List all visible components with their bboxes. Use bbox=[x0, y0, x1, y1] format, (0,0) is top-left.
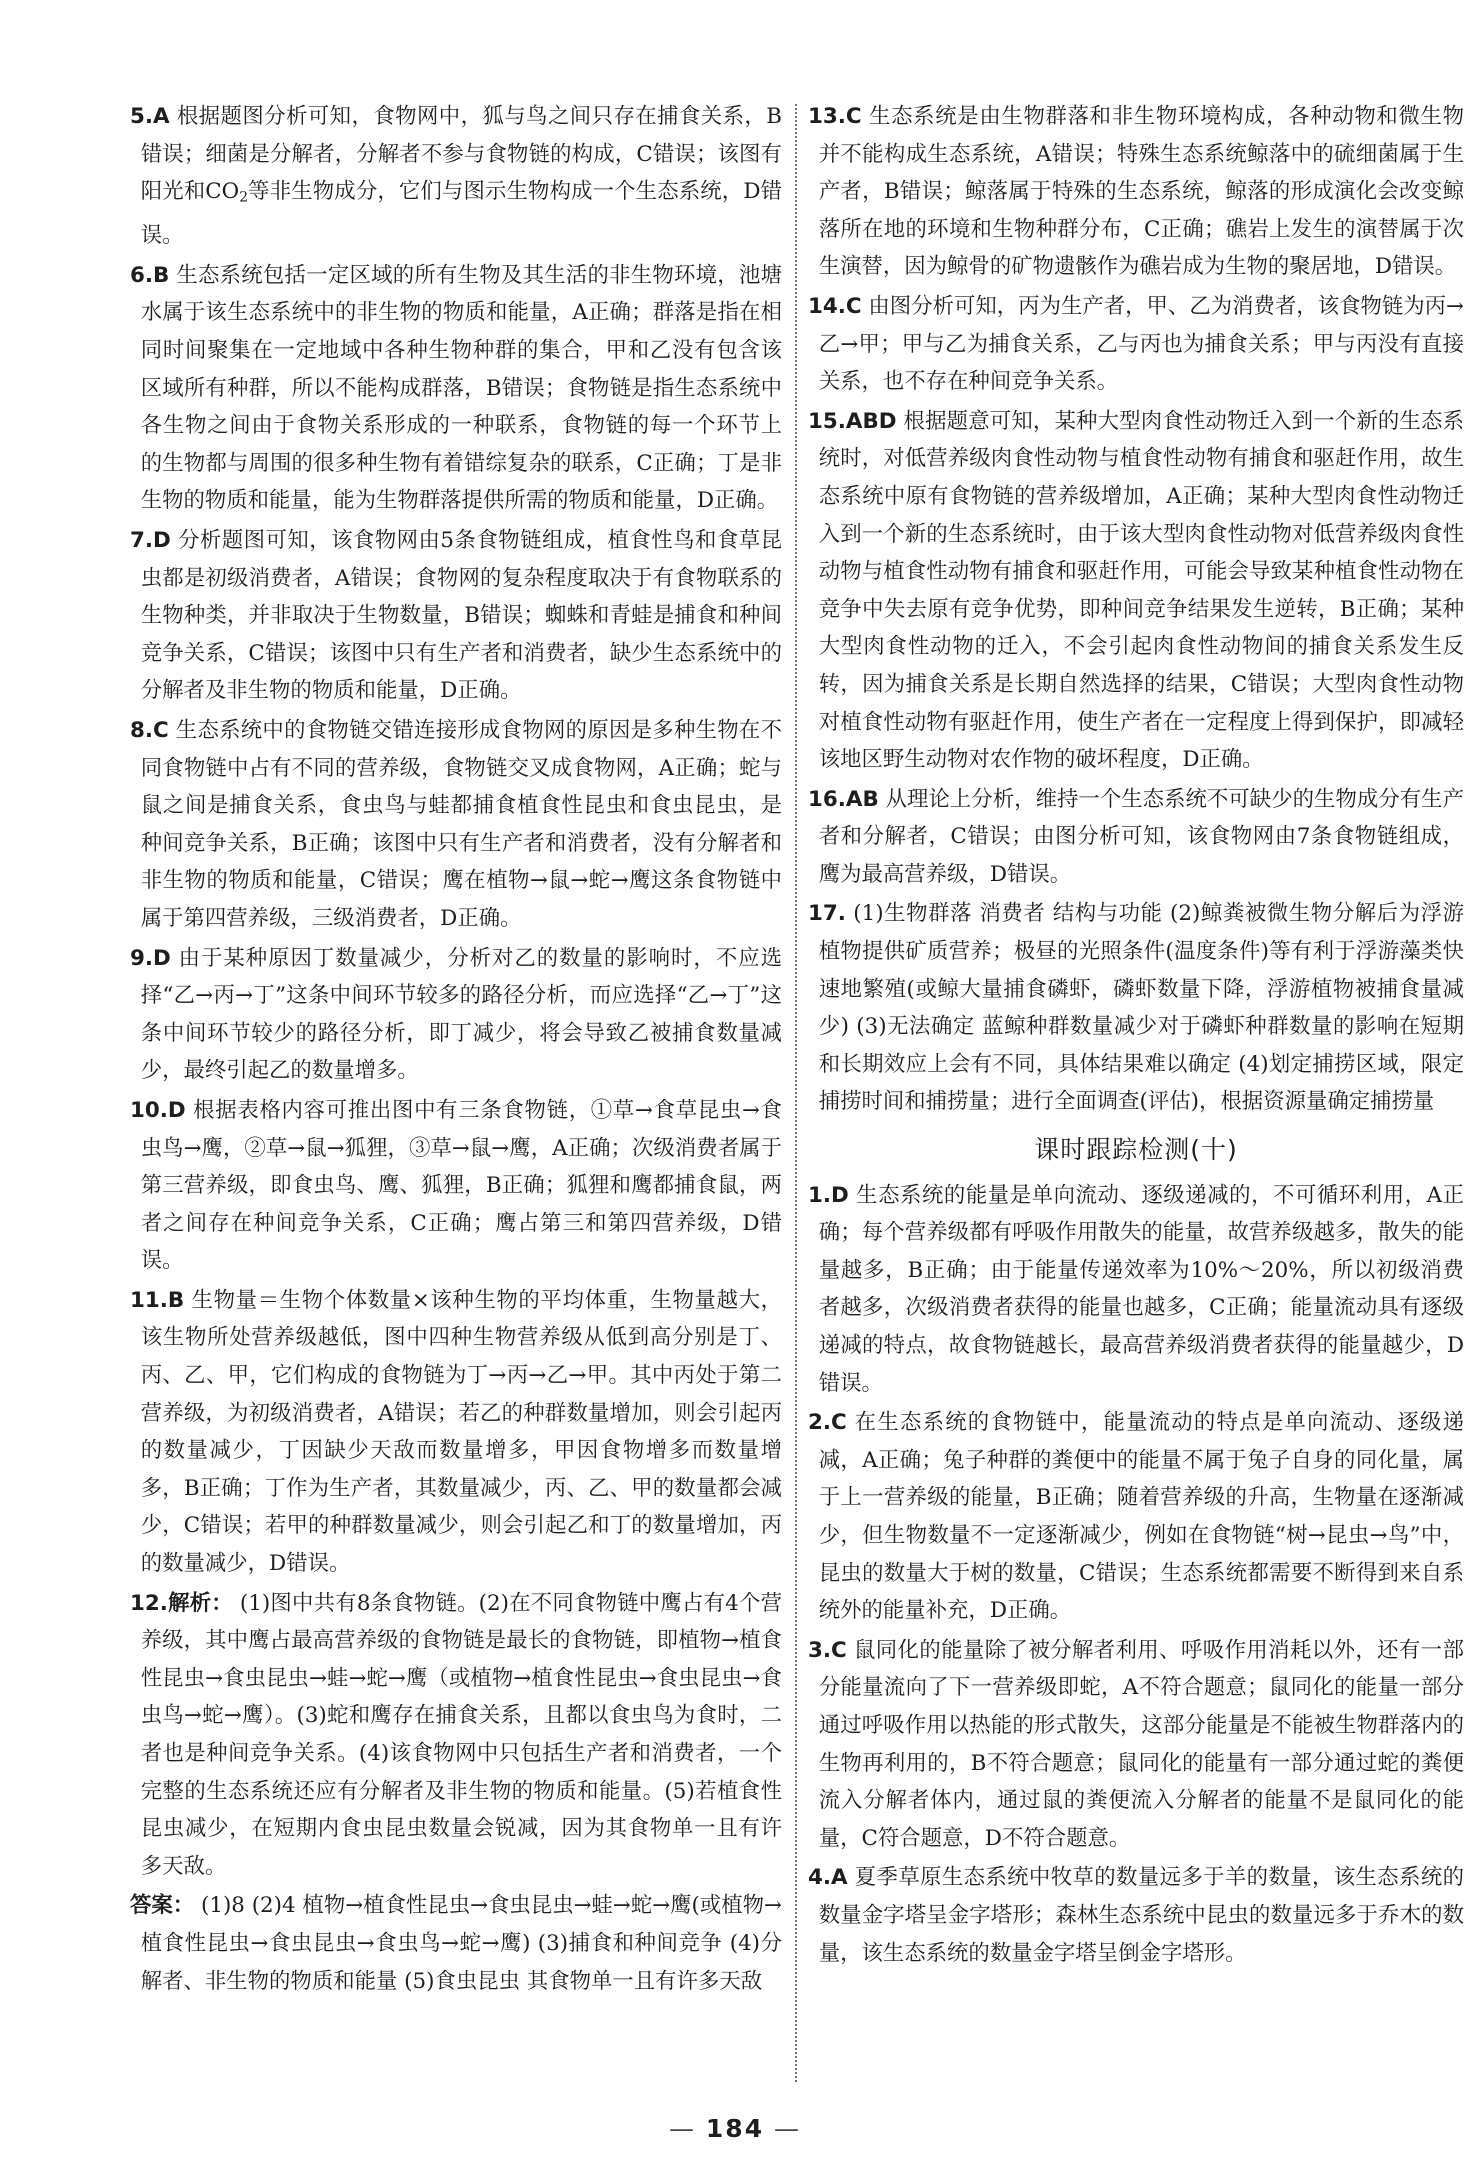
answer-item bbox=[130, 257, 782, 520]
answer-number: 9.D bbox=[130, 945, 171, 971]
answer-item bbox=[130, 940, 782, 1090]
answer-item bbox=[808, 98, 1464, 286]
page-number: 184 bbox=[705, 2114, 765, 2143]
answer-number: 13.C bbox=[808, 104, 862, 129]
answers-block-b bbox=[808, 1177, 1464, 1972]
answer-text-cont: 等非生物成分，它们与图示生物构成一个生态系统，D错误。 bbox=[140, 179, 783, 249]
answer-text: 生态系统的能量是单向流动、逐级递减的，不可循环利用，A正确；每个营养级都有呼吸作用散失的能量，故营养级越多，散失的能量越多，B正确；由于能量传递效率为10%～20%，所以初级消费者越多，次级消费者获得的能量也越多，C正确；能量流动具有逐级递减的特点，故食物链越长，最高营养级消费者获得的能量越少，D错误。 bbox=[818, 1182, 1464, 1396]
answer-text: 生物量＝生物个体数量×该种生物的平均体重，生物量越大，该生物所处营养级越低，图中四种生物营养级从低到高分别是丁、丙、乙、甲，它们构成的食物链为丁→丙→乙→甲。其中丙处于第二营养级，为初级消费者，A错误；若乙的种群数量增加，则会引起丙的数量减少，丁因缺少天敌而数量增多，甲因食物增多而数量增多，B正确；丁作为生产者，其数量减少，丙、乙、甲的数量都会减少，C错误；若甲的种群数量减少，则会引起乙和丁的数量增加，丙的数量减少，D错误。 bbox=[140, 1287, 782, 1577]
answer-number: 5.A bbox=[130, 104, 170, 129]
answer-item bbox=[130, 1282, 782, 1583]
answer-item bbox=[130, 522, 782, 710]
answer-item bbox=[130, 712, 782, 938]
answer-text: 根据题意可知，某种大型肉食性动物迁入到一个新的生态系统时，对低营养级肉食性动物与植食性动物有捕食和驱赶作用，故生态系统中原有食物链的营养级增加，A正确；某种大型肉食性动物迁入到一个新的生态系统时，由于该大型肉食性动物对低营养级肉食性动物与植食性动物有捕食和驱赶作用，可能会导致某种植食性动物在竞争中失去原有竞争优势，即种间竞争结果发生逆转，B正确；某种大型肉食性动物的迁入，不会引起肉食性动物间的捕食关系发生反转，因为捕食关系是长期自然选择的结果，C错误；大型肉食性动物对植食性动物有驱赶作用，使生产者在一定程度上得到保护，即减轻该地区野生动物对农作物的破坏程度，D正确。 bbox=[818, 408, 1464, 773]
answer-number: 11.B bbox=[130, 1287, 185, 1313]
answer-item bbox=[808, 1177, 1464, 1403]
answer-item bbox=[808, 288, 1464, 401]
answer-number: 17. bbox=[808, 901, 846, 927]
answer-number: 12.解析： bbox=[130, 1590, 233, 1616]
answer-text: 生态系统中的食物链交错连接形成食物网的原因是多种生物在不同食物链中占有不同的营养级，食物链交叉成食物网，A正确；蛇与鼠之间是捕食关系，食虫鸟与蛙都捕食植食性昆虫和食虫昆虫，是种间竞争关系，B正确；该图中只有生产者和消费者，没有分解者和非生物的物质和能量，C错误；鹰在植物→鼠→蛇→鹰这条食物链中属于第四营养级，三级消费者，D正确。 bbox=[140, 717, 782, 931]
answer-text: 由于某种原因丁数量减少，分析对乙的数量的影响时，不应选择“乙→丙→丁”这条中间环节较多的路径分析，而应选择“乙→丁”这条中间环节较少的路径分析，即丁减少，将会导致乙被捕食数量减少，最终引起乙的数量增多。 bbox=[140, 945, 782, 1084]
answer-number: 3.C bbox=[808, 1637, 847, 1663]
page-footer bbox=[0, 2114, 1470, 2143]
answer-number: 4.A bbox=[808, 1865, 848, 1891]
answer-item bbox=[130, 1585, 782, 1886]
answer-item bbox=[130, 1092, 782, 1280]
answer-text: 在生态系统的食物链中，能量流动的特点是单向流动、逐级递减，A正确；兔子种群的粪便中的能量不属于兔子自身的同化量，属于上一营养级的能量，B正确；随着营养级的升高，生物量在逐渐减少，但生物数量不一定逐渐减少，例如在食物链“树→昆虫→鸟”中，昆虫的数量大于树的数量，C错误；生态系统都需要不断得到来自系统外的能量补充，D正确。 bbox=[818, 1410, 1464, 1624]
answer-number: 答案： bbox=[130, 1893, 195, 1919]
answer-text: 夏季草原生态系统中牧草的数量远多于羊的数量，该生态系统的数量金字塔呈金字塔形；森林生态系统中昆虫的数量远多于乔木的数量，该生态系统的数量金字塔呈倒金字塔形。 bbox=[818, 1865, 1464, 1966]
answer-text: 分析题图可知，该食物网由5条食物链组成，植食性鸟和食草昆虫都是初级消费者，A错误；食物网的复杂程度取决于有食物联系的生物种类，并非取决于生物数量，B错误；蜘蛛和青蛙是捕食和种间竞争关系，C错误；该图中只有生产者和消费者，缺少生态系统中的分解者及非生物的物质和能量，D正确。 bbox=[140, 528, 782, 704]
right-column bbox=[808, 98, 1464, 1974]
answer-item bbox=[130, 98, 782, 255]
left-column bbox=[130, 98, 782, 2002]
answer-text: 生态系统是由生物群落和非生物环境构成，各种动物和微生物并不能构成生态系统，A错误；特殊生态系统鲸落中的硫细菌属于生产者，B错误；鲸落属于特殊的生态系统，鲸落的形成演化会改变鲸落所在地的环境和生物种群分布，C正确；礁岩上发生的演替属于次生演替，因为鲸骨的矿物遗骸作为礁岩成为生物的聚居地，D错误。 bbox=[818, 104, 1464, 280]
answer-number: 10.D bbox=[130, 1097, 186, 1123]
answer-item bbox=[808, 403, 1464, 779]
column-divider bbox=[795, 104, 797, 2082]
answer-item bbox=[808, 1632, 1464, 1858]
answer-number: 6.B bbox=[130, 262, 170, 288]
answer-text: 根据题图分析可知，食物网中，狐与鸟之间只存在捕食关系，B错误；细菌是分解者，分解者不参与食物链的构成，C错误；该图有阳光和CO bbox=[140, 104, 782, 205]
answer-text: (1)8 (2)4 植物→植食性昆虫→食虫昆虫→蛙→蛇→鹰(或植物→植食性昆虫→食虫昆虫→食虫鸟→蛇→鹰) (3)捕食和种间竞争 (4)分解者、非生物的物质和能量 (5)食虫昆虫 其食物单一且有许多天敌 bbox=[140, 1893, 782, 1994]
answer-item bbox=[808, 1404, 1464, 1630]
answer-number: 7.D bbox=[130, 528, 171, 553]
answer-item bbox=[808, 1859, 1464, 1972]
answer-number: 15.ABD bbox=[808, 408, 897, 434]
answer-item bbox=[130, 1887, 782, 2000]
answer-text: 由图分析可知，丙为生产者，甲、乙为消费者，该食物链为丙→乙→甲；甲与乙为捕食关系，乙与丙也为捕食关系；甲与丙没有直接关系，也不存在种间竞争关系。 bbox=[818, 293, 1464, 395]
answer-number: 14.C bbox=[808, 293, 862, 319]
answer-text: (1)生物群落 消费者 结构与功能 (2)鲸粪被微生物分解后为浮游植物提供矿质营养；极昼的光照条件(温度条件)等有利于浮游藻类快速地繁殖(或鲸大量捕食磷虾，磷虾数量下降，浮游植物被捕食量减少) (3)无法确定 蓝鲸种群数量减少对于磷虾种群数量的影响在短期和长期效应上会有不同，具体结果难以确定 (4)划定捕捞区域，限定捕捞时间和捕捞量；进行全面调查(评估)，根据资源量确定捕捞量 bbox=[818, 901, 1464, 1115]
answer-text: 生态系统包括一定区域的所有生物及其生活的非生物环境，池塘水属于该生态系统中的非生物的物质和能量，A正确；群落是指在相同时间聚集在一定地域中各种生物种群的集合，甲和乙没有包含该区域所有种群，所以不能构成群落，B错误；食物链是指生态系统中各生物之间由于食物关系形成的一种联系，食物链的每一个环节上的生物都与周围的很多种生物有着错综复杂的联系，C正确；丁是非生物的物质和能量，能为生物群落提供所需的物质和能量，D正确。 bbox=[140, 262, 782, 514]
footer-dash-right: — bbox=[764, 2114, 802, 2143]
answer-text: 根据表格内容可推出图中有三条食物链，①草→食草昆虫→食虫鸟→鹰，②草→鼠→狐狸，③草→鼠→鹰，A正确；次级消费者属于第三营养级，即食虫鸟、鹰、狐狸，B正确；狐狸和鹰都捕食鼠，两者之间存在种间竞争关系，C正确；鹰占第三和第四营养级，D错误。 bbox=[140, 1097, 782, 1274]
subscript: 2 bbox=[239, 189, 249, 206]
answer-text: 从理论上分析，维持一个生态系统不可缺少的生物成分有生产者和分解者，C错误；由图分析可知，该食物网由7条食物链组成，鹰为最高营养级，D错误。 bbox=[818, 786, 1464, 887]
answer-text: (1)图中共有8条食物链。(2)在不同食物链中鹰占有4个营养级，其中鹰占最高营养级的食物链是最长的食物链，即植物→植食性昆虫→食虫昆虫→蛙→蛇→鹰（或植物→植食性昆虫→食虫昆虫→食虫鸟→蛇→鹰）。(3)蛇和鹰存在捕食关系，且都以食虫鸟为食时，二者也是种间竞争关系。(4)该食物网中只包括生产者和消费者，一个完整的生态系统还应有分解者及非生物的物质和能量。(5)若植食性昆虫减少，在短期内食虫昆虫数量会锐减，因为其食物单一且有许多天敌。 bbox=[140, 1590, 782, 1879]
answer-number: 16.AB bbox=[808, 786, 879, 812]
answer-number: 2.C bbox=[808, 1410, 847, 1436]
answers-block-a bbox=[808, 98, 1464, 1121]
footer-dash-left: — bbox=[668, 2114, 706, 2143]
answer-item bbox=[808, 781, 1464, 894]
answer-text: 鼠同化的能量除了被分解者利用、呼吸作用消耗以外，还有一部分能量流向了下一营养级即蛇，A不符合题意；鼠同化的能量一部分通过呼吸作用以热能的形式散失，这部分能量是不能被生物群落内的生物再利用的，B不符合题意；鼠同化的能量有一部分通过蛇的粪便流入分解者体内，通过鼠的粪便流入分解者的能量不是鼠同化的能量，C符合题意，D不符合题意。 bbox=[818, 1637, 1464, 1851]
section-title: 课时跟踪检测(十) bbox=[1034, 1135, 1238, 1165]
answer-item bbox=[808, 895, 1464, 1121]
answer-number: 1.D bbox=[808, 1182, 849, 1208]
answer-number: 8.C bbox=[130, 717, 169, 743]
